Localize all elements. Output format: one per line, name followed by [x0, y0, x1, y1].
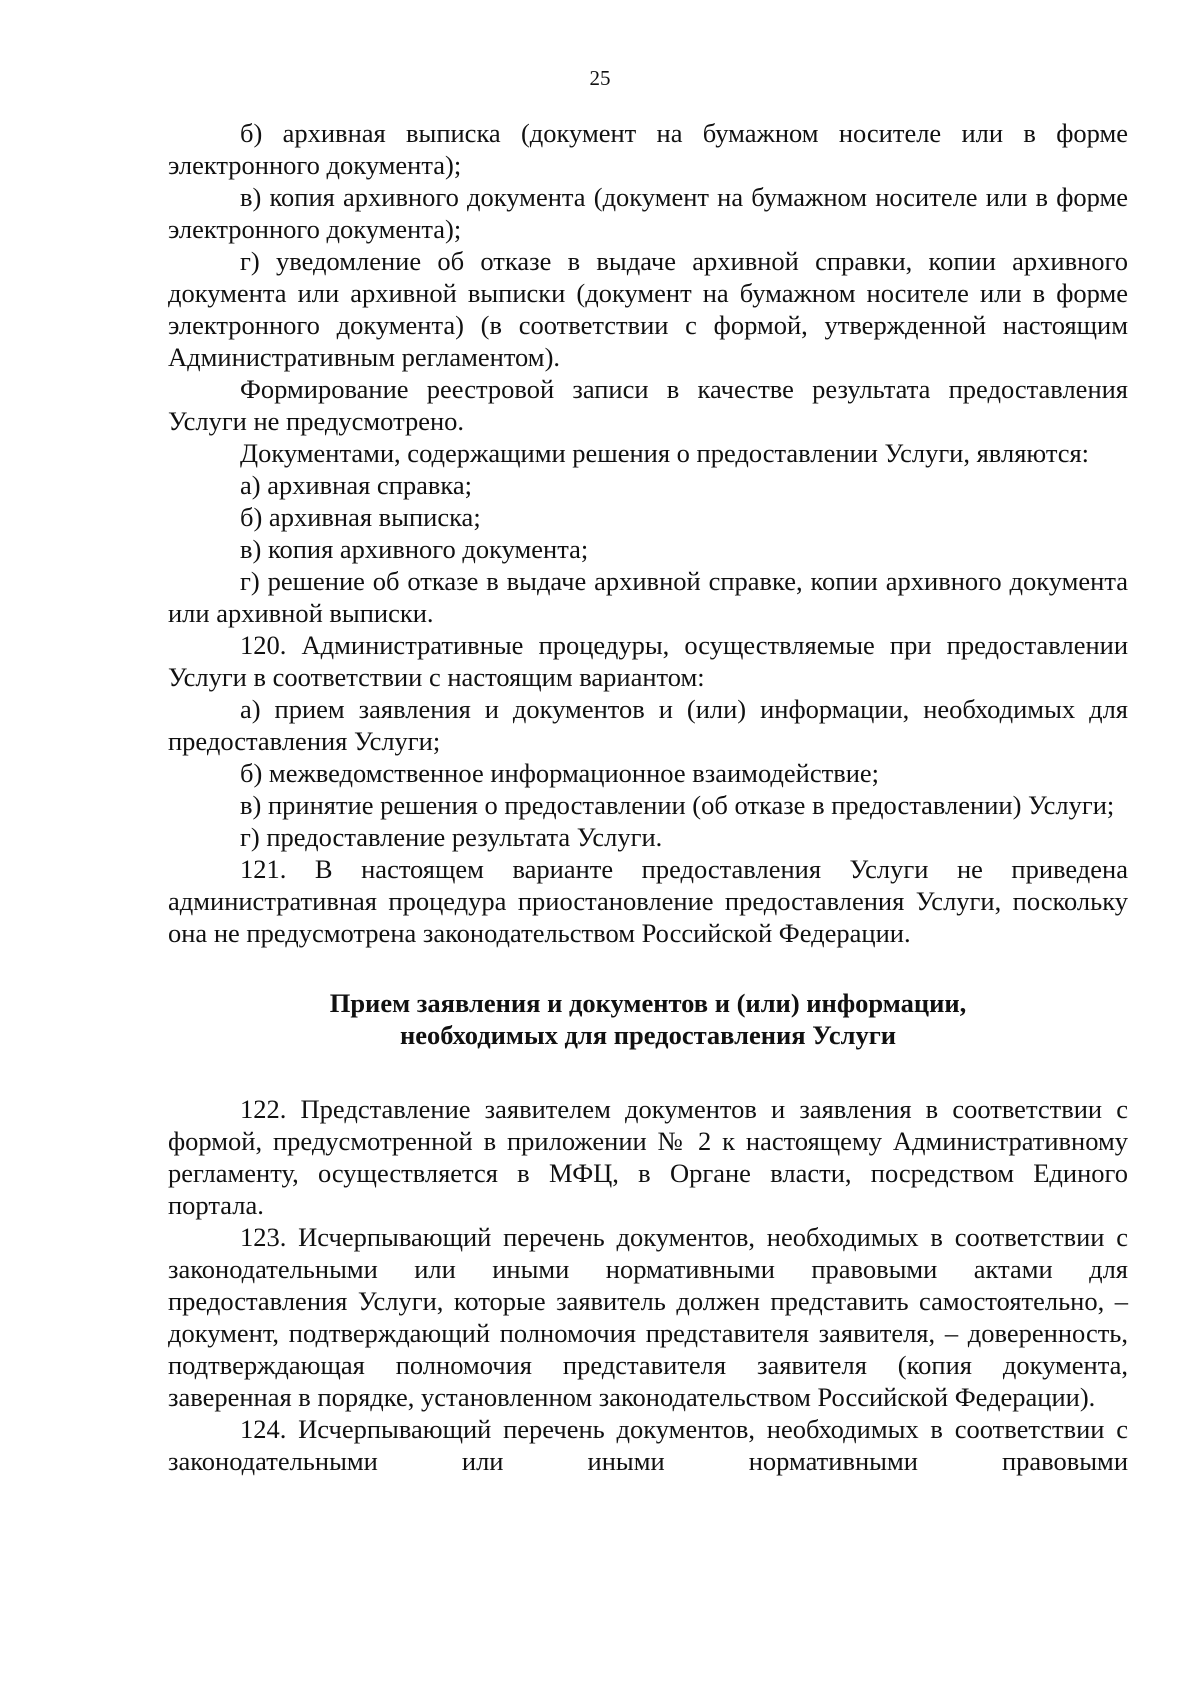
list-item: а) архивная справка; [240, 470, 472, 500]
list-item: а) прием заявления и документов и (или) информации, необходимых для предоставления Услуги; [168, 694, 1128, 756]
section-heading [168, 987, 1128, 1051]
page-number: 25 [589, 66, 611, 90]
clause-121: 121. В настоящем варианте предоставления Услуги не приведена административная процедура приостановление предоставления Услуги, поскольку она не предусмотрена законодательством Российской Федерации. [168, 854, 1128, 948]
section-heading-line-1: Прием заявления и документов и (или) информации, [329, 988, 967, 1018]
clause-122: 122. Представление заявителем документов и заявления в соответствии с формой, предусмотренной в приложении № 2 к настоящему Административному регламенту, осуществляется в МФЦ, в Органе власти, посредством Единого портала. [168, 1094, 1128, 1220]
clause-124: 124. Исчерпывающий перечень документов, необходимых в соответствии с законодательными или иными нормативными правовыми [168, 1414, 1128, 1476]
list-item: в) принятие решения о предоставлении (об отказе в предоставлении) Услуги; [240, 790, 1115, 820]
paragraph: б) архивная выписка (документ на бумажном носителе или в форме электронного документа); [168, 118, 1128, 180]
paragraph: г) уведомление об отказе в выдаче архивной справки, копии архивного документа или архивной выписки (документ на бумажном носителе или в форме электронного документа) (в соответствии с формой, утвержденной настоящим Административным регламентом). [168, 246, 1128, 372]
document-body [168, 117, 1128, 1477]
paragraph: в) копия архивного документа (документ на бумажном носителе или в форме электронного документа); [168, 182, 1128, 244]
clause-123: 123. Исчерпывающий перечень документов, необходимых в соответствии с законодательными или иными нормативными правовыми актами для предоставления Услуги, которые заявитель должен представить самостоятельно, – документ, подтверждающий полномочия представителя заявителя, – доверенность, подтверждающая полномочия представителя заявителя (копия документа, заверенная в порядке, установленном законодательством Российской Федерации). [168, 1222, 1128, 1412]
clause-120: 120. Административные процедуры, осуществляемые при предоставлении Услуги в соответствии с настоящим вариантом: [168, 630, 1128, 692]
list-item: в) копия архивного документа; [240, 534, 589, 564]
list-item: б) архивная выписка; [240, 502, 481, 532]
section-heading-line-2: необходимых для предоставления Услуги [399, 1020, 897, 1050]
list-item: б) межведомственное информационное взаимодействие; [240, 758, 880, 788]
paragraph: Документами, содержащими решения о предоставлении Услуги, являются: [240, 438, 1090, 468]
list-item: г) предоставление результата Услуги. [240, 822, 663, 852]
paragraph: Формирование реестровой записи в качестве результата предоставления Услуги не предусмотрено. [168, 374, 1128, 436]
list-item: г) решение об отказе в выдаче архивной справке, копии архивного документа или архивной выписки. [168, 566, 1128, 628]
